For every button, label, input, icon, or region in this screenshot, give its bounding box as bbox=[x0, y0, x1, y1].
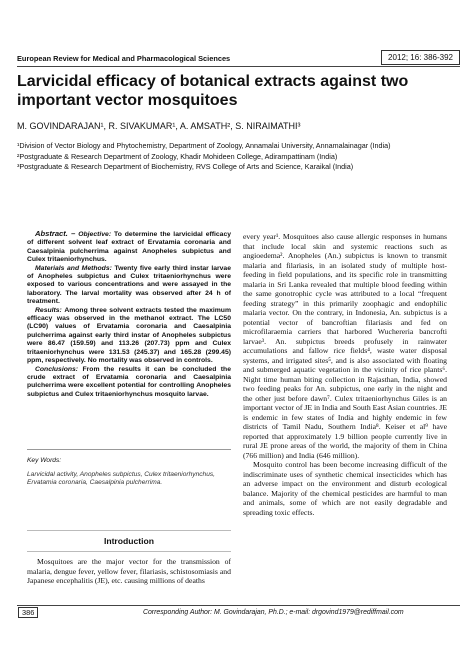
citation-box: 2012; 16: 386-392 bbox=[381, 50, 460, 65]
keywords-label: Key Words: bbox=[27, 457, 62, 464]
affiliation-2: ²Postgraduate & Research Department of Zoology, Khadir Mohideen College, Adirampattinam (India) bbox=[17, 151, 338, 161]
abstract bbox=[27, 230, 231, 399]
journal-name: European Review for Medical and Pharmacological Sciences bbox=[17, 54, 231, 63]
page-number: 386 bbox=[18, 607, 38, 618]
methods-label: Materials and Methods: bbox=[35, 264, 112, 272]
keywords-rule bbox=[27, 449, 231, 450]
introduction-text bbox=[27, 557, 231, 586]
body-paragraph-1: every year¹. Mosquitoes also cause allergic responses in humans that include local skin and systemic reactions such as angioedema². Anopheles (An.) subpictus is known to transmit malaria and filariasis, in an isolated study of multiple host-feeding in field populations, and its specific role in transmitting malaria in Sri Lanka revealed that multiple blood feeding within the same gonotrophic cycle was attributed to a local “frequent feeding strategy” in this primarily zoophagic and endophilic malaria vector. On the contrary, in Indonesia, An. subpictus is a potential vector of bancroftian filariasis and fed on microfilaraemia carriers that harbored Wuchereria bancrofti larvae³. An. subpictus breeds profusely in rainwater accumulations and fallow rice fields⁴, waste water disposal systems, and irrigated sites⁵, and is also associated with floating and submerged aquatic vegetation in the vicinity of rice plants⁶. Night time human biting collection in Rajasthan, India, showed two feeding peaks for An. subpictus, one early in the night and the other just before dawn⁷. Culex tritaeniorhynchus Giles is an important vector of JE in India and South East Asian countries. JE is endemic in few states of India and highly endemic in few districts of Tamil Nadu, Southern India⁸. Keiser et al⁹ have reported that approximately 1.9 billion people currently live in rural JE prone areas of the world, the majority of them in China (766 million) and India (646 million). bbox=[243, 232, 447, 460]
right-column bbox=[243, 232, 447, 517]
author-list: M. GOVINDARAJAN¹, R. SIVAKUMAR¹, A. AMSATH², S. NIRAIMATHI³ bbox=[17, 121, 301, 131]
affiliation-1: ¹Division of Vector Biology and Phytochemistry, Department of Zoology, Annamalai University, Annamalainagar (India) bbox=[17, 141, 391, 150]
abstract-objective bbox=[27, 230, 231, 265]
results-text: Among three solvent extracts tested the maximum efficacy was observed in the methanol extract. The LC50 (LC90) values of Ervatamia coronaria and Caesalpinia pulcherrima against early third instar of Anopheles subpictus were 86.47 (159.59) and 113.26 (207.73) ppm and Culex tritaeniorhynchus were 131.53 (245.37) and 165.28 (299.45) ppm, respectively. No mortality was observed in controls. bbox=[27, 306, 232, 365]
methods-text: Twenty five early third instar larvae of Anopheles subpictus and Culex tritaeniorhynchus were exposed to various concentrations and were assayed in the laboratory. The larval mortality was observed after 24 h of treatment. bbox=[27, 264, 231, 306]
intro-rule-bottom bbox=[27, 551, 231, 552]
footer-rule bbox=[17, 605, 460, 606]
objective-label: Objective: bbox=[78, 231, 112, 238]
conclusions-label: Conclusions: bbox=[35, 365, 79, 373]
paper-title: Larvicidal efficacy of botanical extracts against two important vector mosquitoes bbox=[17, 73, 409, 109]
abstract-methods bbox=[27, 265, 231, 307]
keywords-box bbox=[27, 457, 231, 488]
intro-rule-top bbox=[27, 530, 231, 531]
header-rule bbox=[17, 66, 460, 67]
conclusions-text: From the results it can be concluded the crude extract of Ervatamia coronaria and Caesalpinia pulcherrima were excellent potential for controlling Anopheles subpictus and Culex tritaeniorhynchus mosquito larvae. bbox=[27, 365, 231, 398]
body-paragraph-2: Mosquito control has been become increasing difficult of the indiscriminate uses of synthetic chemical insecticides which has an adverse impact on the environment and disturb ecological balance. Majority of the chemical pesticides are harmful to man and animals, some of which are not easily degradable and spreading toxic effects. bbox=[243, 460, 447, 517]
results-label: Results: bbox=[35, 306, 62, 314]
intro-paragraph: Mosquitoes are the major vector for the transmission of malaria, dengue fever, yellow fever, filariasis, schistosomiasis and Japanese encephalitis (JE), etc. causing millions of deaths bbox=[27, 557, 231, 586]
affiliation-3: ³Postgraduate & Research Department of Biochemistry, RVS College of Arts and Science, Karaikal (India) bbox=[17, 162, 354, 171]
corresponding-author: Corresponding Author: M. Govindarajan, Ph.D.; e-mail: drgovind1979@rediffmail.com bbox=[143, 609, 404, 616]
section-heading-introduction: Introduction bbox=[103, 536, 155, 546]
abstract-label: Abstract. – bbox=[35, 229, 76, 238]
affiliations bbox=[17, 141, 467, 173]
objective-text: To determine the larvicidal efficacy of different solvent leaf extract of Ervatamia coronaria and Caesalpinia pulcherrima against Anopheles subpictus and Culex tritaeniorhynchus. bbox=[27, 231, 232, 264]
abstract-results bbox=[27, 307, 231, 366]
keywords-text: Larvicidal activity, Anopheles subpictus, Culex tritaeniorhynchus, Ervatamia coronaria, Caesalpinia pulcherrima. bbox=[27, 471, 216, 487]
abstract-conclusions bbox=[27, 366, 231, 400]
